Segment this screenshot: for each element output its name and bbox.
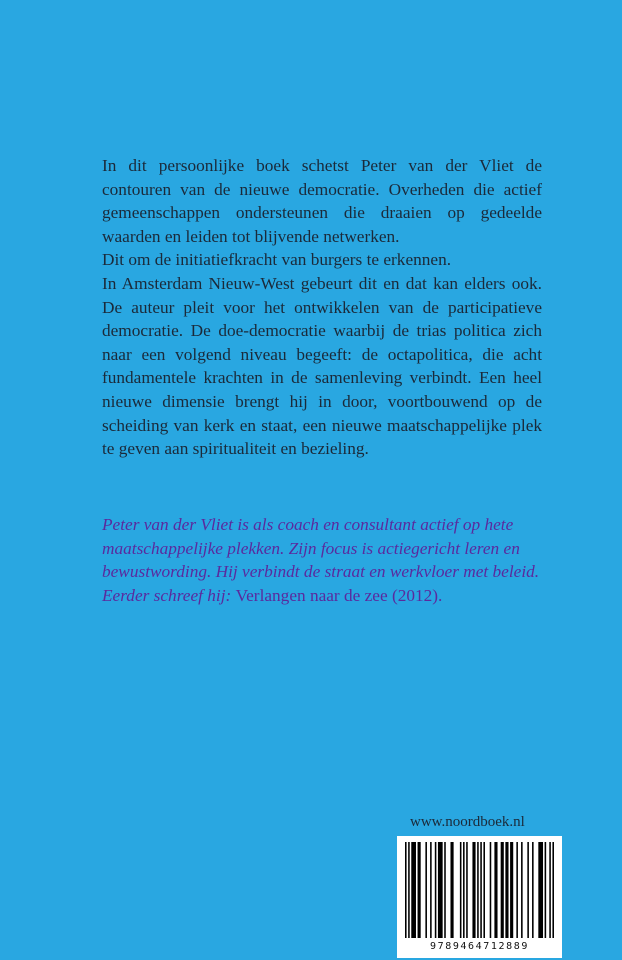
isbn-digits: 9789464712889 — [429, 941, 530, 952]
back-cover-description — [102, 154, 542, 461]
description-paragraph-3: In Amsterdam Nieuw-West gebeurt dit en dat kan elders ook. De auteur pleit voor het ontwikkelen van de participatieve democratie. De doe-democratie waarbij de trias politica zich naar een volgend niveau begeeft: de octapolitica, die acht fundamentele krachten in de samenleving verbindt. Een heel nieuwe dimensie brengt hij in door, voortbouwend op de scheiding van kerk en staat, een nieuwe maatschappelijke plek te geven aan spiritualiteit en bezieling. — [102, 273, 542, 459]
previous-book-title: Verlangen naar de zee (2012) — [235, 585, 439, 605]
barcode-bar — [466, 842, 468, 938]
isbn-barcode — [397, 836, 562, 958]
description-paragraph-2: Dit om de initiatiefkracht van burgers te erkennen. — [102, 250, 452, 270]
barcode-bar — [549, 842, 551, 938]
barcode-bar — [463, 842, 465, 938]
barcode-bar — [444, 842, 446, 938]
barcode-bar — [510, 842, 513, 938]
barcode-bars — [397, 836, 562, 958]
barcode-bar — [438, 842, 443, 938]
barcode-bar — [472, 842, 475, 938]
barcode-bar — [527, 842, 529, 938]
barcode-bar — [501, 842, 504, 938]
barcode-bar — [411, 842, 416, 938]
barcode-bar — [516, 842, 518, 938]
barcode-bar — [477, 842, 479, 938]
author-bio-text: Peter van der Vliet is als coach en consultant actief op hete maatschappelijke plekken. Zijn focus is actiegericht leren en bewustwording. Hij verbindt de straat en werkvloer met beleid. Eerder schreef hij: — [102, 515, 540, 605]
author-bio — [102, 513, 542, 607]
description-paragraph-1: In dit persoonlijke boek schetst Peter van der Vliet de contouren van de nieuwe democratie. Overheden die actief gemeenschappen ondersteunen die draaien op gedeelde waarden en leiden tot blijvende netwerken. — [102, 156, 542, 246]
barcode-bar — [450, 842, 453, 938]
barcode-bar — [505, 842, 508, 938]
barcode-bar — [483, 842, 485, 938]
barcode-bar — [494, 842, 497, 938]
barcode-bar — [405, 842, 407, 938]
barcode-bar — [545, 842, 547, 938]
barcode-bar — [425, 842, 427, 938]
barcode-bar — [435, 842, 437, 938]
barcode-bar — [418, 842, 421, 938]
barcode-bar — [532, 842, 534, 938]
publisher-url: www.noordboek.nl — [410, 814, 525, 830]
barcode-bar — [538, 842, 543, 938]
bio-suffix: . — [438, 585, 443, 605]
barcode-bar — [460, 842, 462, 938]
barcode-bar — [480, 842, 482, 938]
barcode-bar — [408, 842, 410, 938]
barcode-bar — [430, 842, 432, 938]
barcode-bar — [552, 842, 554, 938]
barcode-bar — [521, 842, 523, 938]
barcode-bar — [490, 842, 492, 938]
